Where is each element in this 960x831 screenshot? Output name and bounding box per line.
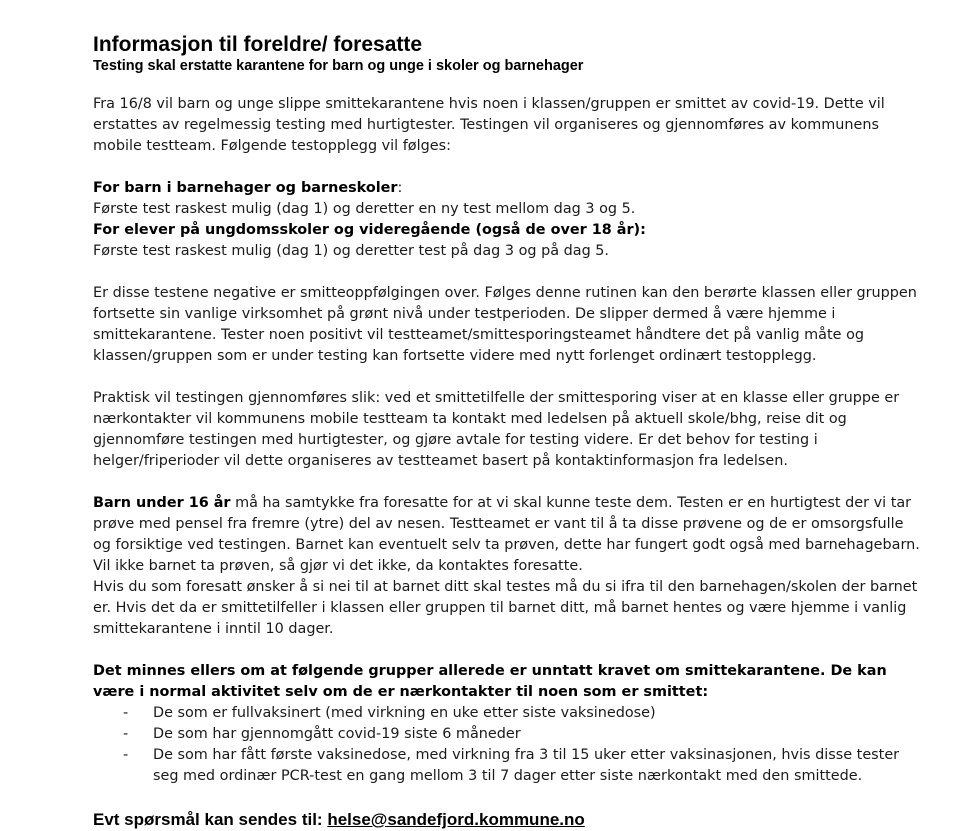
list-item-text: De som har fått første vaksinedose, med virkning fra 3 til 15 uker etter vaksinasjonen, hvis disse tester seg med ordinær PCR-test en gang mellom 3 til 7 dager etter siste nærkontakt med den smittede. — [153, 747, 900, 784]
dash-bullet: - — [123, 726, 129, 742]
list-item — [93, 724, 923, 745]
exempt-heading: Det minnes ellers om at følgende grupper allerede er unntatt kravet om smittekarantene. De kan være i normal aktivitet selv om de er nærkontakter til noen som er smittet: — [93, 663, 887, 700]
barnehage-heading: For barn i barnehager og barneskoler — [93, 180, 398, 196]
page-title: Informasjon til foreldre/ foresatte — [93, 33, 423, 56]
contact-email-link[interactable]: helse@sandefjord.kommune.no — [327, 810, 585, 829]
negative-result-paragraph: Er disse testene negative er smitteoppfølgingen over. Følges denne rutinen kan den berørte klassen eller gruppen fortsette sin vanlige virksomhet på grønt nivå under testperioden. De slipper dermed å være hjemme i smittekarantene. Tester noen positivt vil testteamet/smittesporingsteamet håndtere det på vanlig måte og klassen/gruppen som er under testing kan fortsette videre med nytt forlenget ordinært testopplegg. — [93, 285, 917, 364]
list-item-text: De som har gjennomgått covid-19 siste 6 måneder — [153, 726, 521, 742]
document — [93, 33, 923, 831]
refuse-paragraph: Hvis du som foresatt ønsker å si nei til at barnet ditt skal testes må du si ifra til den barnehagen/skolen der barnet er. Hvis det da er smittetilfeller i klassen eller gruppen til barnet ditt, må barnet hentes og være hjemme i vanlig smittekarantene i inntil 10 dager. — [93, 579, 918, 637]
dash-bullet: - — [123, 705, 129, 721]
list-item — [93, 745, 923, 787]
ungdom-heading: For elever på ungdomsskoler og videregående (også de over 18 år): — [93, 222, 646, 238]
page-subtitle: Testing skal erstatte karantene for barn og unge i skoler og barnehager — [93, 58, 584, 74]
list-item-text: De som er fullvaksinert (med virkning en uke etter siste vaksinedose) — [153, 705, 656, 721]
exempt-list — [93, 703, 923, 787]
list-item — [93, 703, 923, 724]
intro-paragraph: Fra 16/8 vil barn og unge slippe smittekarantene hvis noen i klassen/gruppen er smittet av covid-19. Dette vil erstattes av regelmessig testing med hurtigtester. Testingen vil organiseres og gjennomføres av kommunens mobile testteam. Følgende testopplegg vil følges: — [93, 96, 885, 154]
under16-bold: Barn under 16 år — [93, 495, 231, 511]
practical-paragraph: Praktisk vil testingen gjennomføres slik: ved et smittetilfelle der smittesporing viser at en klasse eller gruppe er nærkontakter vil kommunens mobile testteam ta kontakt med ledelsen på aktuell skole/bhg, reise dit og gjennomføre testingen med hurtigtester, og gjøre avtale for testing videre. Er det behov for testing i helger/friperioder vil dette organiseres av testteamet basert på kontaktinformasjon fra ledelsen. — [93, 390, 900, 469]
under16-text: må ha samtykke fra foresatte for at vi skal kunne teste dem. Testen er en hurtigtest der vi tar prøve med pensel fra fremre (ytre) del av nesen. Testteamet er vant til å ta disse prøvene og de er omsorgsfulle og forsiktige ved testingen. Barnet kan eventuelt selv ta prøven, dette har fungert godt også med barnehagebarn. Vil ikke barnet ta prøven, så gjør vi det ikke, da kontaktes foresatte. — [93, 495, 920, 574]
barnehage-heading-colon: : — [397, 180, 403, 196]
contact-label: Evt spørsmål kan sendes til: — [93, 810, 328, 829]
dash-bullet: - — [123, 747, 129, 763]
ungdom-text: Første test raskest mulig (dag 1) og deretter test på dag 3 og på dag 5. — [93, 243, 610, 259]
under16-paragraph — [93, 493, 923, 577]
barnehage-heading-line — [93, 178, 923, 199]
barnehage-text: Første test raskest mulig (dag 1) og deretter en ny test mellom dag 3 og 5. — [93, 201, 636, 217]
